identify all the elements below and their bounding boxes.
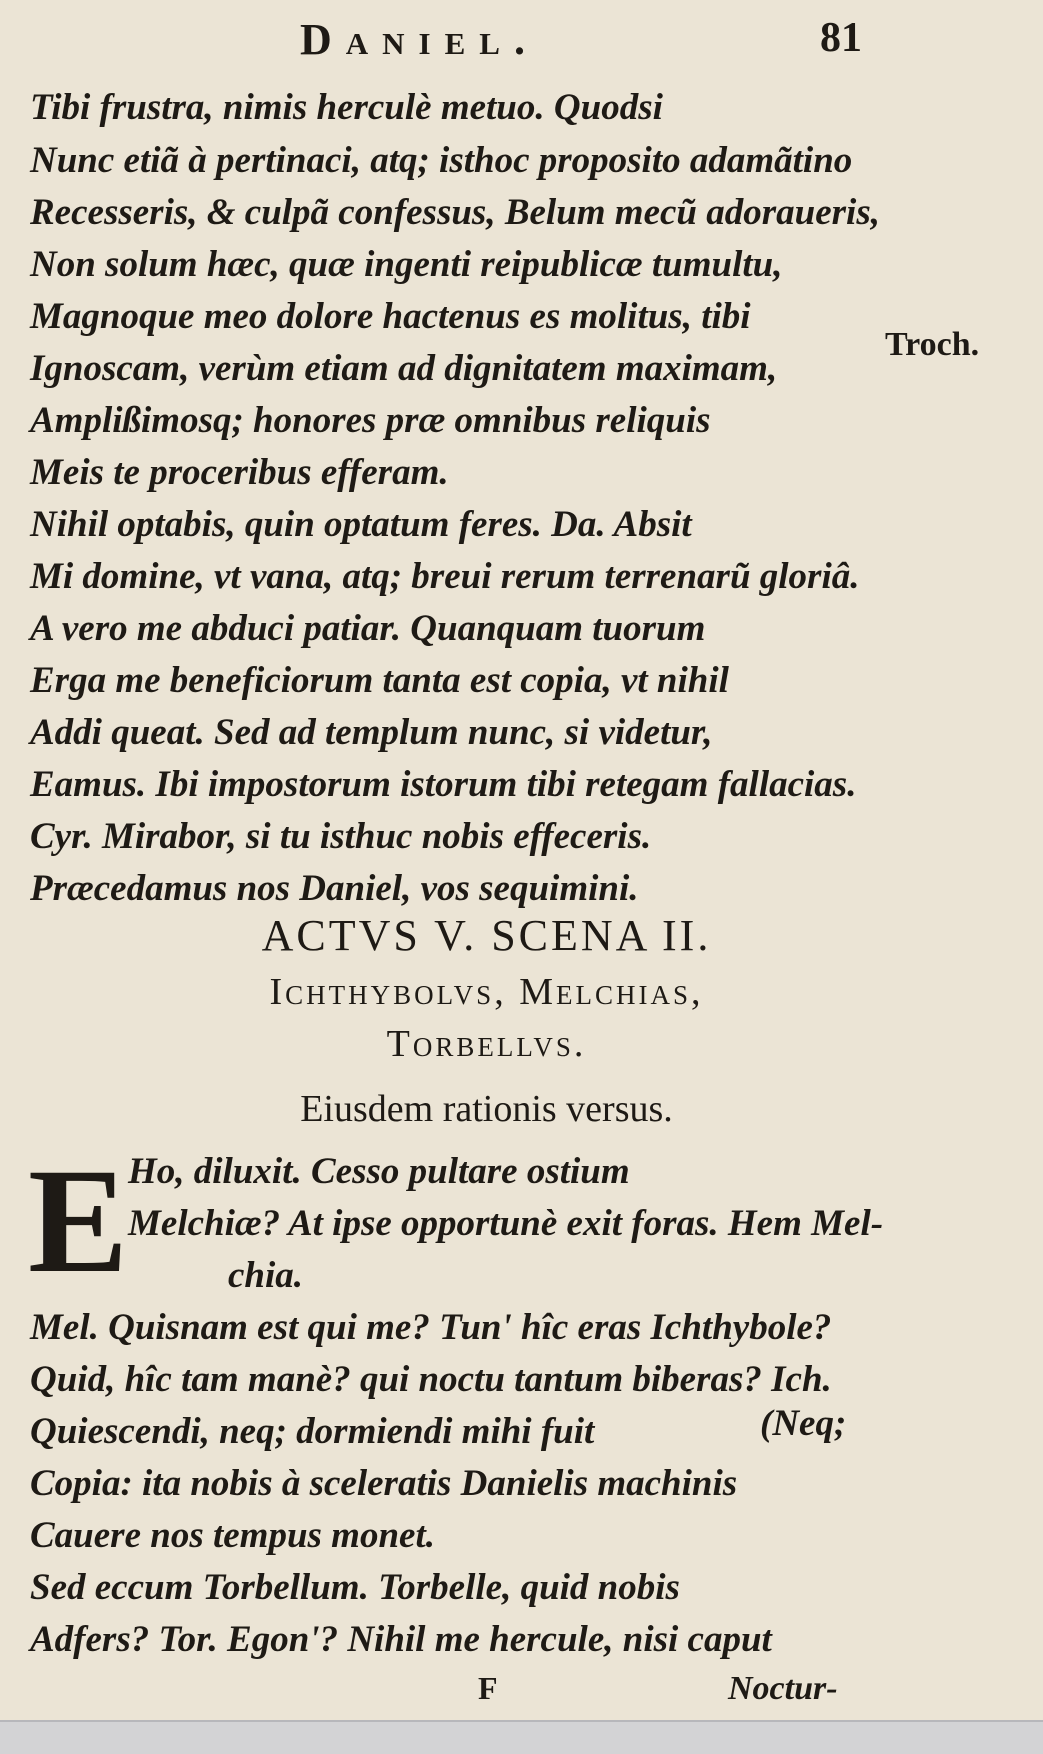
- text-line: Erga me beneficiorum tanta est copia, vt nihil: [30, 660, 729, 701]
- text-line: Recesseris, & culpã confessus, Belum mecũ adoraueris,: [30, 192, 880, 233]
- text-line: Mel. Quisnam est qui me? Tun' hîc eras Ichthybole?: [30, 1307, 832, 1348]
- text-line: Nihil optabis, quin optatum feres. Da. Absit: [30, 504, 692, 545]
- text-line: Ho, diluxit. Cesso pultare ostium: [128, 1151, 630, 1192]
- viewer-bottom-bar: [0, 1720, 1043, 1754]
- text-line: Addi queat. Sed ad templum nunc, si videtur,: [30, 712, 713, 753]
- text-line: Adfers? Tor. Egon'? Nihil me hercule, nisi caput: [30, 1619, 772, 1660]
- drop-cap: E: [28, 1138, 129, 1304]
- text-line: Magnoque meo dolore hactenus es molitus, tibi: [30, 296, 751, 337]
- text-line: Sed eccum Torbellum. Torbelle, quid nobis: [30, 1567, 680, 1608]
- text-line: Nunc etiã à pertinaci, atq; isthoc proposito adamãtino: [30, 140, 853, 181]
- page-header: [0, 14, 1043, 74]
- scene-characters-continued: Torbellvs.: [386, 1023, 587, 1065]
- text-line: Cauere nos tempus monet.: [30, 1515, 435, 1556]
- turnover-note: (Neq;: [760, 1403, 847, 1444]
- verse-note: Eiusdem rationis versus.: [300, 1088, 673, 1130]
- text-line: Quid, hîc tam manè? qui noctu tantum biberas? Ich.: [30, 1359, 832, 1400]
- scene-characters: Ichthybolvs, Melchias,: [269, 971, 704, 1013]
- margin-note: Troch.: [885, 326, 980, 363]
- text-line: Mi domine, vt vana, atq; breui rerum terrenarũ gloriâ.: [30, 556, 860, 597]
- text-line: Melchiæ? At ipse opportunè exit foras. Hem Mel-: [128, 1203, 884, 1244]
- text-line: Tibi frustra, nimis herculè metuo. Quodsi: [30, 87, 663, 128]
- text-line: A vero me abduci patiar. Quanquam tuorum: [30, 608, 706, 649]
- text-line: Eamus. Ibi impostorum istorum tibi retegam fallacias.: [30, 764, 857, 805]
- scene-heading: ACTVS V. SCENA II.: [261, 911, 712, 960]
- text-line: Non solum hæc, quæ ingenti reipublicæ tumultu,: [30, 244, 783, 285]
- text-line: Quiescendi, neq; dormiendi mihi fuit: [30, 1411, 595, 1452]
- catchword: Noctur-: [728, 1670, 838, 1707]
- text-line: Meis te proceribus efferam.: [30, 452, 449, 493]
- signature-mark: F: [478, 1670, 498, 1706]
- text-line: Ignoscam, verùm etiam ad dignitatem maximam,: [30, 348, 778, 389]
- text-line: Amplißimosq; honores præ omnibus reliquis: [30, 400, 711, 441]
- text-line: Præcedamus nos Daniel, vos sequimini.: [30, 868, 639, 909]
- text-line: Cyr. Mirabor, si tu isthuc nobis effeceris.: [30, 816, 652, 857]
- text-line: Copia: ita nobis à sceleratis Danielis machinis: [30, 1463, 738, 1504]
- page-number: 81: [820, 15, 862, 61]
- text-line: chia.: [228, 1255, 304, 1296]
- running-title: Daniel.: [300, 15, 539, 64]
